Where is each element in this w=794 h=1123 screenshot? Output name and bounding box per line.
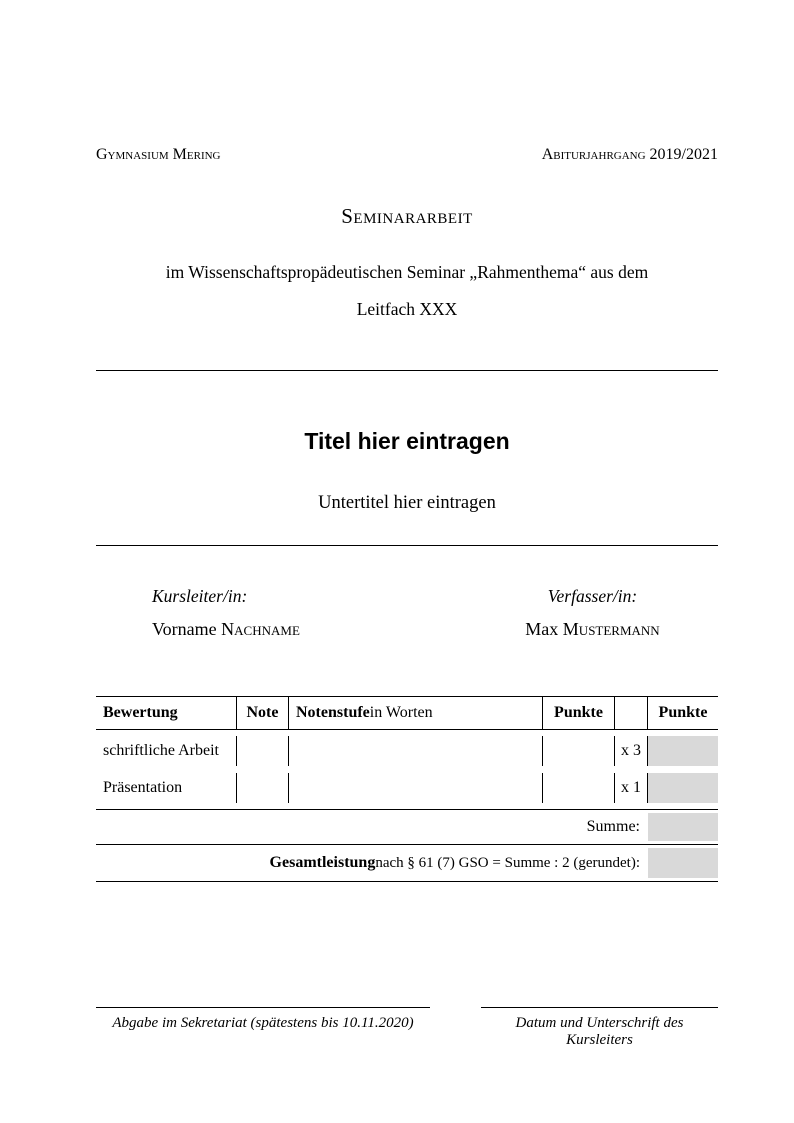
gesamtleistung-label	[96, 845, 648, 881]
factor-label: x 3	[615, 736, 648, 766]
course-leader-name	[152, 619, 407, 640]
header-note: Note	[237, 697, 289, 729]
summe-row	[96, 810, 718, 844]
date-signature-line: Datum und Unterschrift des Kursleiters	[481, 1007, 718, 1049]
seminar-description-line2: Leitfach XXX	[356, 299, 458, 319]
header-notenstufe	[289, 697, 543, 729]
school-name: Gymnasium Mering	[96, 146, 221, 163]
header-bewertung: Bewertung	[96, 697, 237, 729]
weighted-points-field	[648, 773, 718, 803]
row-label: schriftliche Arbeit	[96, 736, 237, 766]
divider-rule-top	[96, 370, 718, 371]
table-row	[96, 773, 718, 803]
factor-label: x 1	[615, 773, 648, 803]
gesamtleistung-label-rest: nach § 61 (7) GSO = Summe : 2 (gerundet):	[375, 854, 640, 871]
author-lastname: Mustermann	[562, 619, 660, 639]
document-type-heading: Seminararbeit	[341, 204, 473, 228]
gesamtleistung-label-bold: Gesamtleistung	[269, 854, 376, 871]
divider-rule-bottom	[96, 545, 718, 546]
punkte-field	[543, 773, 615, 803]
note-field	[237, 736, 289, 766]
submission-signature-line: Abgabe im Sekretariat (spätestens bis 10.11.2020)	[96, 1007, 430, 1049]
grading-table	[96, 696, 718, 882]
seminar-description-line1: im Wissenschaftspropädeutischen Seminar „Rahmenthema“ aus dem	[165, 262, 649, 282]
header-notenstufe-bold: Notenstufe	[296, 704, 370, 721]
page-header	[96, 146, 718, 164]
notenstufe-field	[289, 736, 543, 766]
header-punkte-weighted: Punkte	[658, 704, 708, 721]
people-section	[96, 586, 718, 640]
signature-section	[96, 1007, 718, 1049]
course-leader-lastname: Nachname	[221, 619, 300, 639]
author-firstname: Max	[525, 619, 559, 639]
table-header-row	[96, 697, 718, 729]
author-name	[467, 619, 718, 640]
work-subtitle: Untertitel hier eintragen	[318, 493, 496, 513]
punkte-field	[543, 736, 615, 766]
course-leader-label: Kursleiter/in:	[152, 586, 248, 606]
gesamtleistung-field	[648, 848, 718, 878]
note-field	[237, 773, 289, 803]
course-leader-block	[96, 586, 407, 640]
row-label: Präsentation	[96, 773, 237, 803]
course-leader-firstname: Vorname	[152, 619, 217, 639]
table-rule	[96, 881, 718, 882]
table-row	[96, 736, 718, 766]
weighted-points-field	[648, 736, 718, 766]
summe-label: Summe:	[586, 818, 640, 835]
author-block	[407, 586, 718, 640]
graduation-year: Abiturjahrgang 2019/2021	[541, 146, 718, 163]
table-row-gap	[96, 766, 718, 773]
header-punkte: Punkte	[543, 697, 615, 729]
header-factor-spacer	[615, 697, 648, 729]
notenstufe-field	[289, 773, 543, 803]
summe-field	[648, 813, 718, 841]
work-title: Titel hier eintragen	[304, 428, 510, 454]
header-notenstufe-rest: in Worten	[369, 704, 433, 721]
author-label: Verfasser/in:	[547, 586, 638, 606]
gesamtleistung-row	[96, 845, 718, 881]
